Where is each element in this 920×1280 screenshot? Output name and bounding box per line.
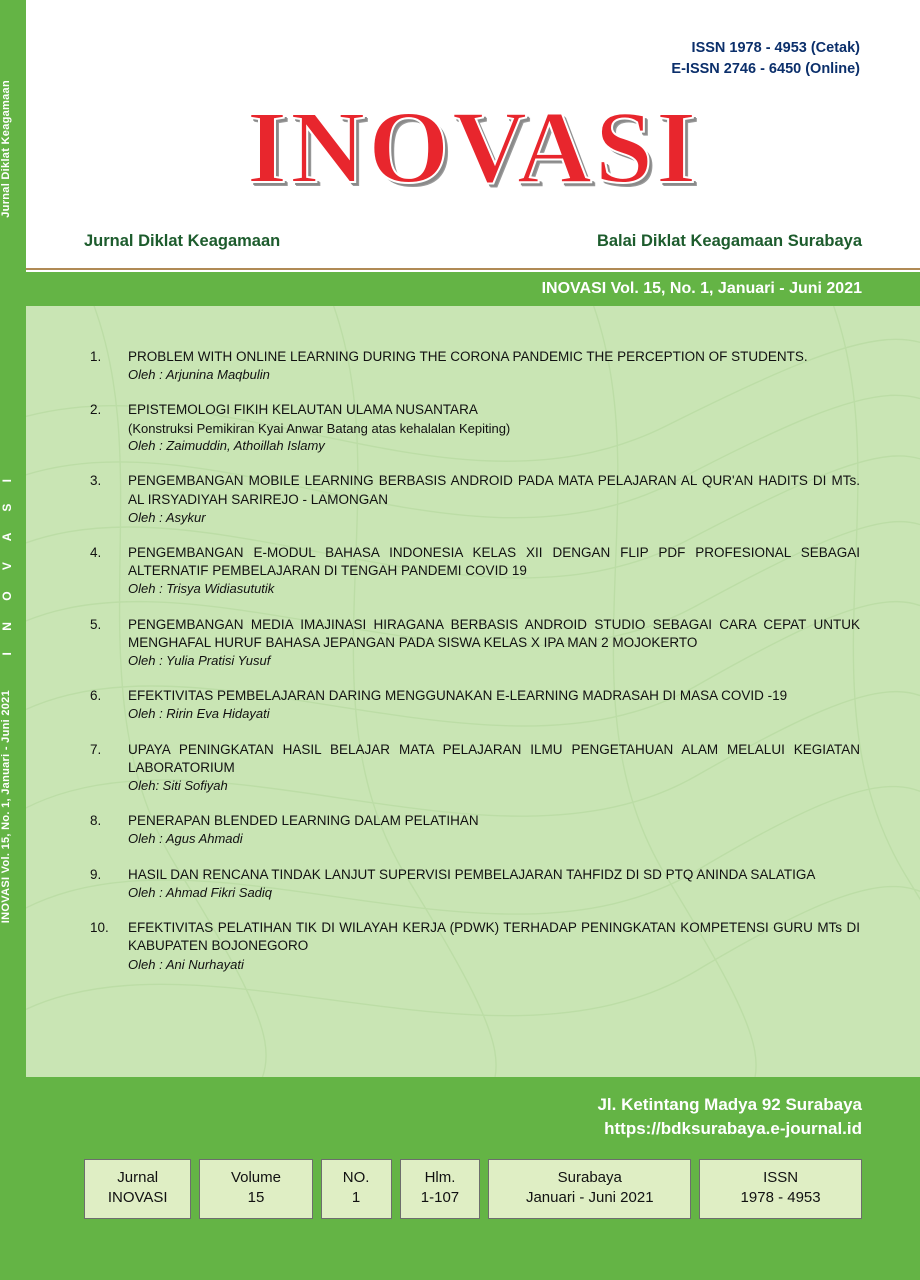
identity-cell-volume [199,1159,312,1219]
identity-cell-value: INOVASI [107,1189,168,1207]
toc-title: EFEKTIVITAS PELATIHAN TIK DI WILAYAH KERJA (PDWK) TERHADAP PENINGKATAN KOMPETENSI GURU MTs DI KABUPATEN BOJONEGORO [128,920,860,954]
list-item [90,616,860,671]
toc-title: PENERAPAN BLENDED LEARNING DALAM PELATIHAN [128,813,479,829]
toc-author: Oleh : Ani Nurhayati [128,956,244,972]
contents-area [26,306,920,1077]
toc-title: HASIL DAN RENCANA TINDAK LANJUT SUPERVISI PEMBELAJARAN TAHFIDZ DI SD PTQ ANINDA SALATIGA [128,866,816,882]
identity-cell-label: ISSN [763,1169,799,1186]
tagline-row [26,232,920,251]
toc-subtitle: (Konstruksi Pemikiran Kyai Anwar Batang atas kehalalan Kepiting) [128,420,511,436]
toc-title: PENGEMBANGAN MEDIA IMAJINASI HIRAGANA BERBASIS ANDROID STUDIO SEBAGAI CARA CEPAT UNTUK MENGHAFAL HURUF BAHASA JEPANGAN PADA SISWA KELAS X IPA MAN 2 MOJOKERTO [128,616,860,650]
book-spine [0,0,26,1280]
toc-title: PROBLEM WITH ONLINE LEARNING DURING THE CORONA PANDEMIC THE PERCEPTION OF STUDENTS. [128,349,808,364]
identity-cell-value: 1978 - 4953 [740,1189,821,1207]
cover-header [26,0,920,272]
toc-number: 4. [90,544,102,560]
identity-cell-city-date [488,1159,691,1219]
table-of-contents [26,306,920,974]
toc-number: 6. [90,688,102,704]
list-item [90,919,860,974]
volume-bar-label: INOVASI Vol. 15, No. 1, Januari - Juni 2021 [541,280,862,297]
spine-brand-text: I N O V A S I [0,470,14,656]
toc-number: 5. [90,616,102,632]
logo-wrap [26,90,920,205]
journal-website-link[interactable]: https://bdksurabaya.e-journal.id [604,1118,862,1138]
toc-number: 8. [90,813,102,829]
issn-online: E-ISSN 2746 - 6450 (Online) [671,61,860,78]
toc-number: 10. [90,920,109,936]
identity-cell-value: 15 [247,1189,265,1207]
issn-print: ISSN 1978 - 4953 (Cetak) [691,40,860,56]
toc-body [128,687,860,723]
toc-author: Oleh : Agus Ahmadi [128,831,243,847]
list-item [90,348,860,384]
tagline-right: Balai Diklat Keagamaan Surabaya [596,232,862,250]
toc-body [128,472,860,527]
toc-author: Oleh : Ahmad Fikri Sadiq [128,884,273,900]
toc-body [128,812,860,848]
toc-body [128,741,860,796]
identity-box [84,1159,862,1219]
identity-cell-label: Jurnal [117,1169,159,1186]
identity-cell-label: Volume [230,1169,281,1186]
toc-body [128,544,860,599]
identity-cell-value: 1 [351,1189,361,1207]
toc-title: PENGEMBANGAN MOBILE LEARNING BERBASIS ANDROID PADA MATA PELAJARAN AL QUR'AN HADITS DI MTs. AL IRSYADIYAH SARIREJO - LAMONGAN [128,473,860,507]
toc-author: Oleh: Siti Sofiyah [128,778,228,794]
toc-title: EFEKTIVITAS PEMBELAJARAN DARING MENGGUNAKAN E-LEARNING MADRASAH DI MASA COVID -19 [128,688,788,704]
identity-cell-number [321,1159,392,1219]
list-item [90,401,860,455]
publisher-address: Jl. Ketintang Madya 92 Surabaya [597,1095,862,1114]
spine-title-text: Jurnal Diklat Keagamaan [0,80,12,218]
list-item [90,544,860,599]
header-divider [26,268,920,270]
toc-body [128,866,860,902]
toc-number: 9. [90,866,102,882]
identity-cell-pages [400,1159,481,1219]
toc-body [128,401,860,455]
list-item [90,741,860,796]
toc-author: Oleh : Asykur [128,509,206,525]
list-item [90,472,860,527]
identity-cell-jurnal [84,1159,191,1219]
toc-body [128,616,860,671]
toc-author: Oleh : Trisya Widiasututik [128,581,275,597]
toc-number: 2. [90,402,102,418]
identity-cell-label: NO. [342,1169,370,1186]
identity-cell-label: Hlm. [424,1169,456,1186]
toc-title: PENGEMBANGAN E-MODUL BAHASA INDONESIA KELAS XII DENGAN FLIP PDF PROFESIONAL SEBAGAI ALTERNATIF PEMBELAJARAN DI TENGAH PANDEMI COVID 19 [128,544,860,579]
toc-body [128,348,860,384]
identity-cell-value: Januari - Juni 2021 [525,1189,654,1207]
volume-bar [26,272,920,306]
journal-logo: INOVASI [246,90,700,205]
list-item [90,687,860,723]
tagline-left: Jurnal Diklat Keagamaan [84,232,281,250]
toc-number: 7. [90,741,102,757]
toc-author: Oleh : Zaimuddin, Athoillah Islamy [128,438,325,454]
toc-author: Oleh : Arjunina Maqbulin [128,367,270,383]
cover-footer [26,1077,920,1280]
toc-title: EPISTEMOLOGI FIKIH KELAUTAN ULAMA NUSANTARA [128,402,478,418]
identity-cell-issn [699,1159,862,1219]
identity-cell-label: Surabaya [557,1169,622,1186]
list-item [90,866,860,902]
publisher-address-block [597,1093,862,1141]
toc-author: Oleh : Yulia Pratisi Yusuf [128,653,271,669]
toc-number: 3. [90,473,102,489]
list-item [90,812,860,848]
spine-volume-text: INOVASI Vol. 15, No. 1, Januari - Juni 2021 [0,690,12,924]
toc-body [128,919,860,974]
issn-block [671,38,860,80]
identity-cell-value: 1-107 [420,1189,460,1207]
toc-title: UPAYA PENINGKATAN HASIL BELAJAR MATA PELAJARAN ILMU PENGETAHUAN ALAM MELALUI KEGIATAN LABORATORIUM [128,741,860,775]
toc-number: 1. [90,349,102,364]
cover-body [26,0,920,1280]
toc-author: Oleh : Ririn Eva Hidayati [128,706,270,722]
